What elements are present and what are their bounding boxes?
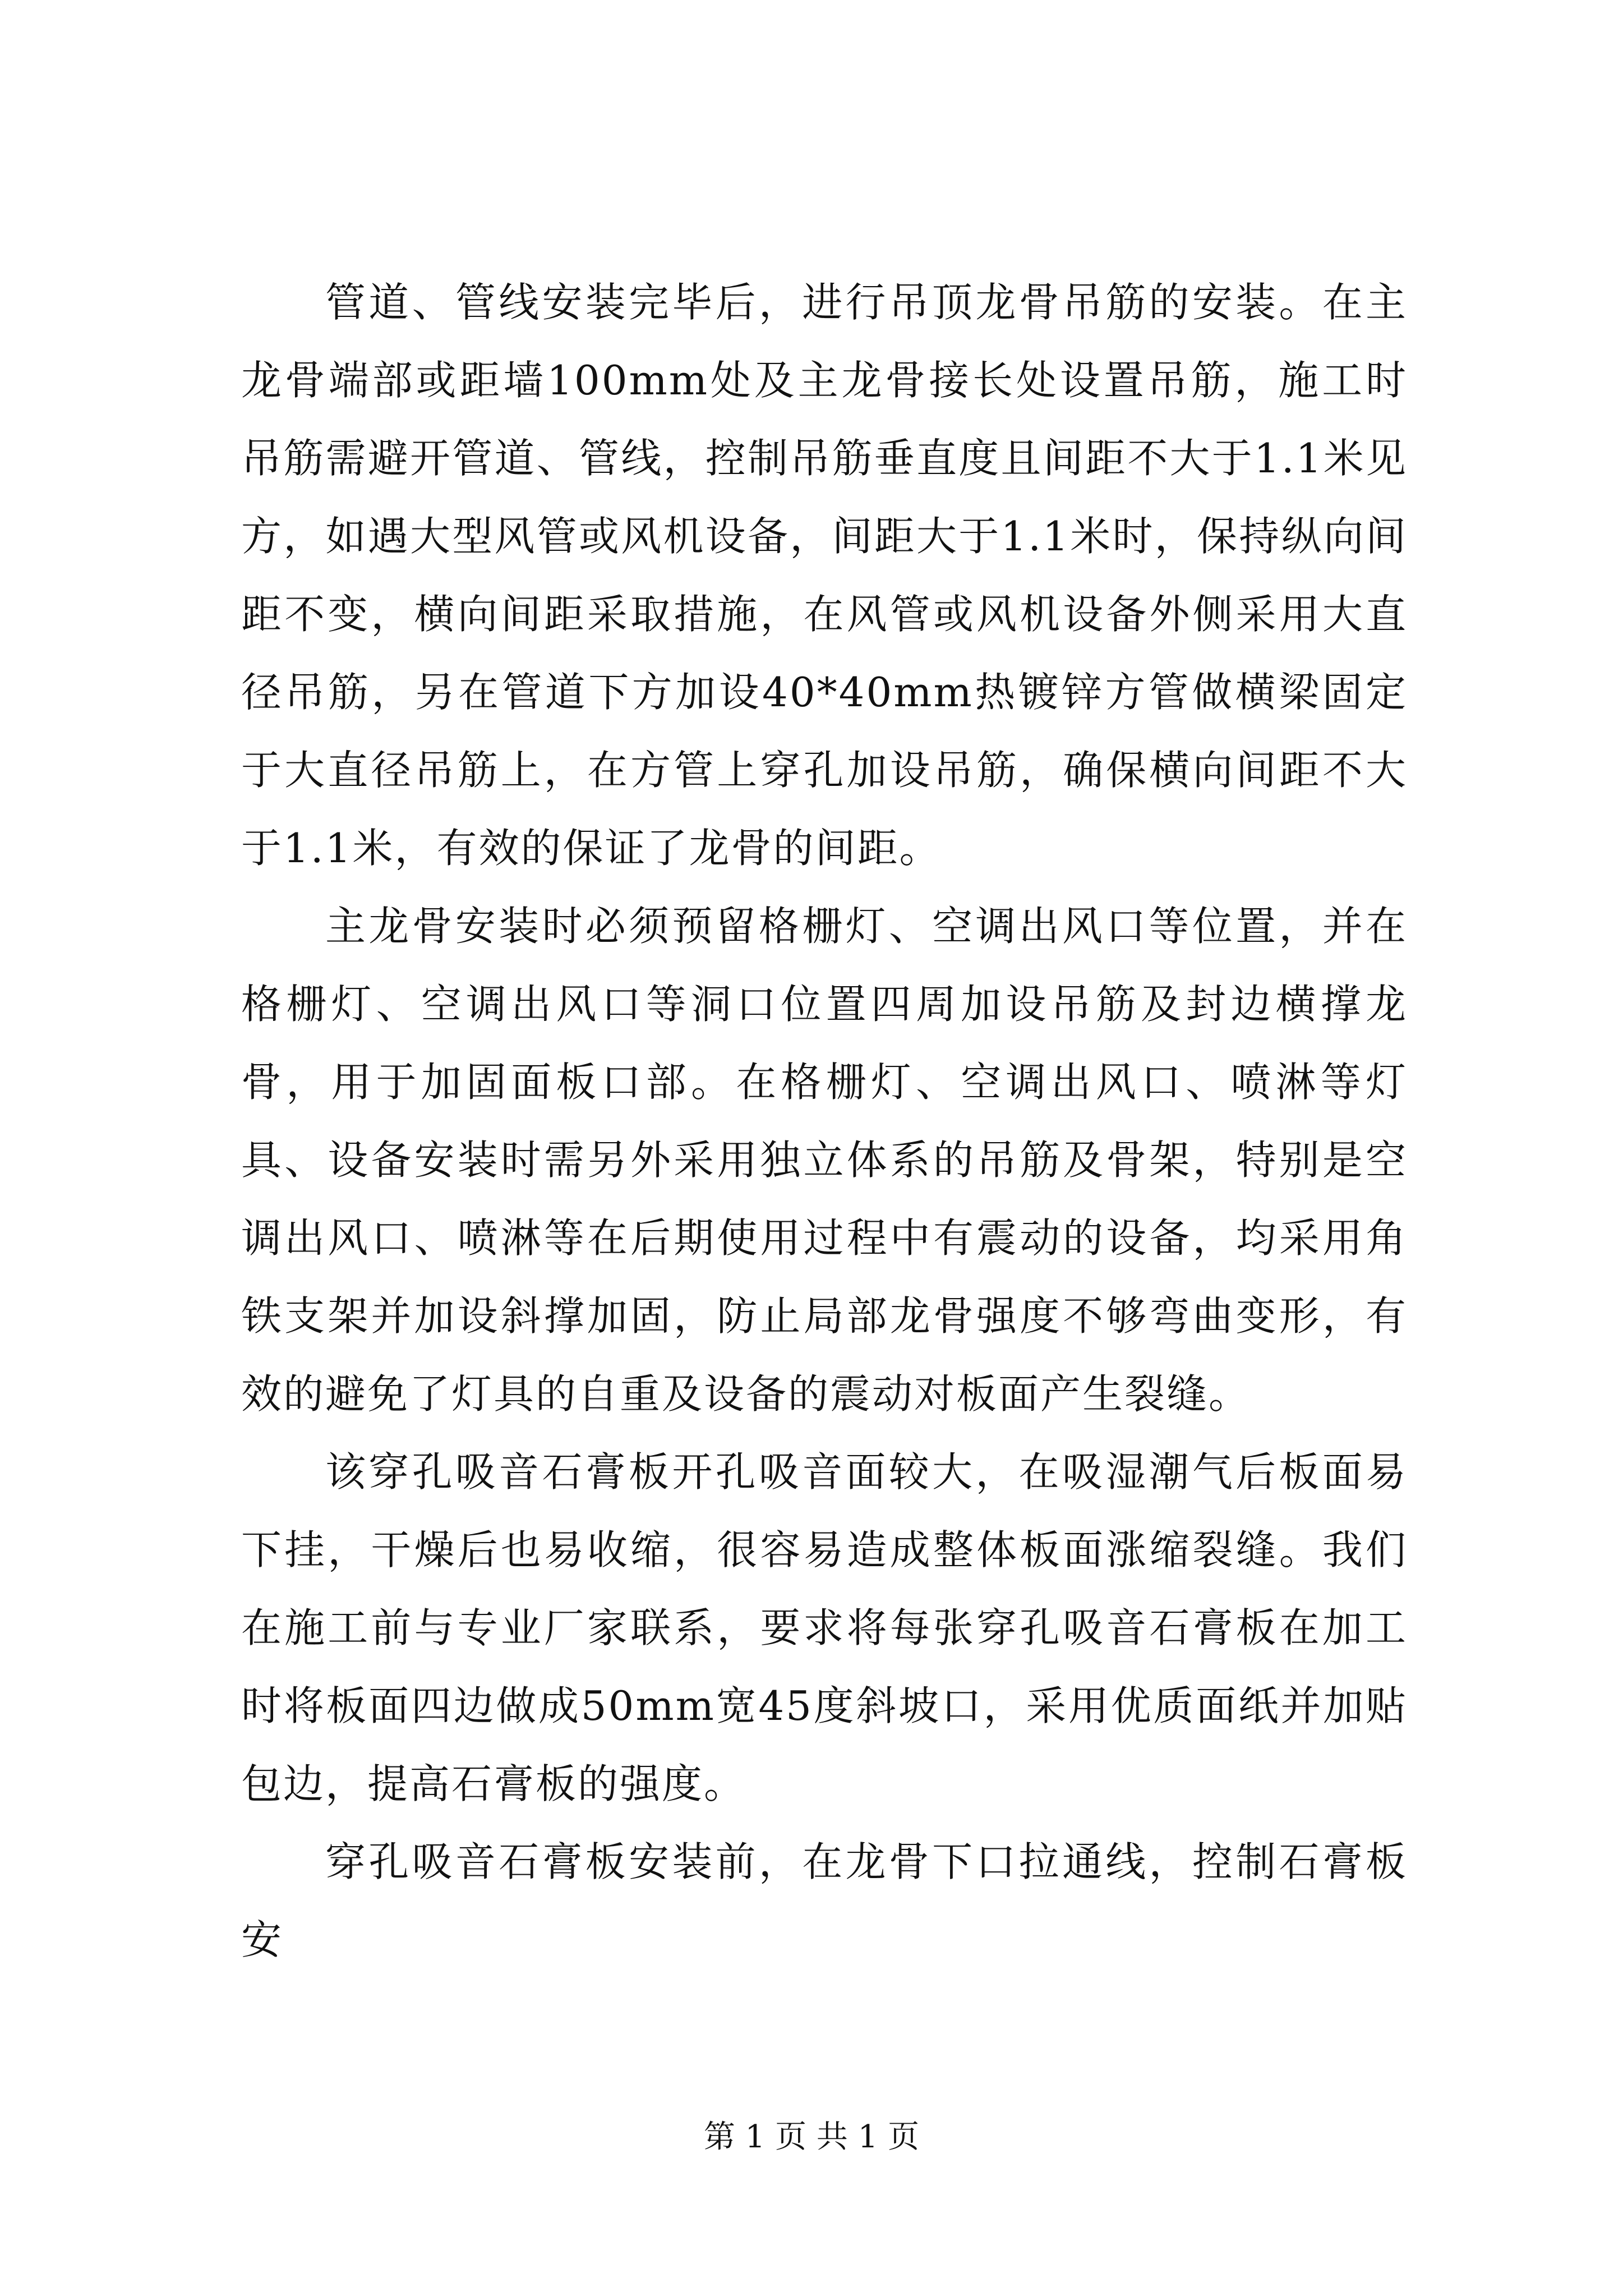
paragraph: 管道、管线安装完毕后，进行吊顶龙骨吊筋的安装。在主龙骨端部或距墙100mm处及主龙骨接长处设置吊筋，施工时吊筋需避开管道、管线，控制吊筋垂直度且间距不大于1.1米见方，如遇大型风管或风机设备，间距大于1.1米时，保持纵向间距不变，横向间距采取措施，在风管或风机设备外侧采用大直径吊筋，另在管道下方加设40*40mm热镀锌方管做横梁固定于大直径吊筋上，在方管上穿孔加设吊筋，确保横向间距不大于1.1米，有效的保证了龙骨的间距。 [241, 279, 1408, 872]
paragraph: 穿孔吸音石膏板安装前，在龙骨下口拉通线，控制石膏板安 [241, 1838, 1408, 1963]
paragraph: 该穿孔吸音石膏板开孔吸音面较大，在吸湿潮气后板面易下挂，干燥后也易收缩，很容易造成整体板面涨缩裂缝。我们在施工前与专业厂家联系，要求将每张穿孔吸音石膏板在加工时将板面四边做成50mm宽45度斜坡口，采用优质面纸并加贴包边，提高石膏板的强度。 [241, 1448, 1408, 1807]
page-footer: 第 1 页 共 1 页 [703, 2119, 920, 2155]
paragraph: 主龙骨安装时必须预留格栅灯、空调出风口等位置，并在格栅灯、空调出风口等洞口位置四周加设吊筋及封边横撑龙骨，用于加固面板口部。在格栅灯、空调出风口、喷淋等灯具、设备安装时需另外采用独立体系的吊筋及骨架，特别是空调出风口、喷淋等在后期使用过程中有震动的设备，均采用角铁支架并加设斜撑加固，防止局部龙骨强度不够弯曲变形，有效的避免了灯具的自重及设备的震动对板面产生裂缝。 [241, 903, 1408, 1418]
document-body [241, 264, 1408, 1979]
